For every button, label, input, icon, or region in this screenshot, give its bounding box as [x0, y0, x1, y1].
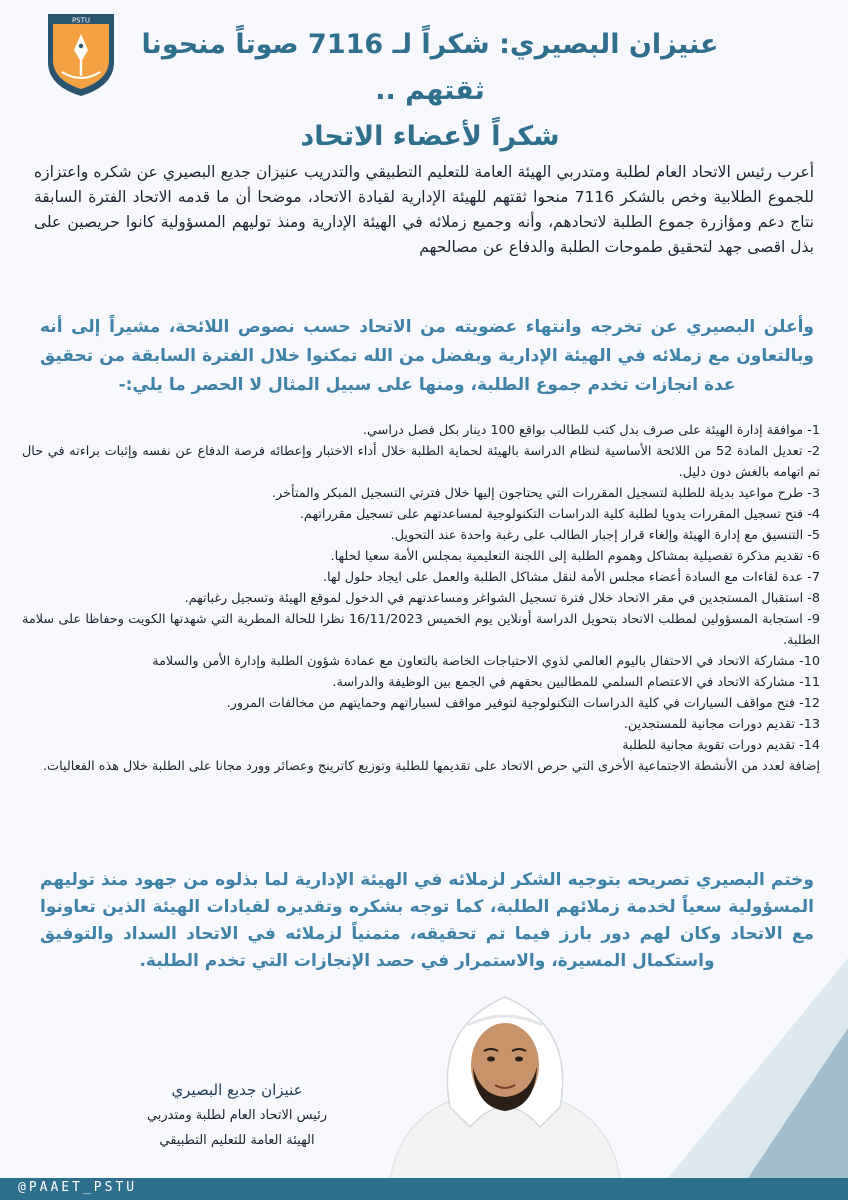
union-logo-icon	[44, 10, 118, 98]
list-item: 11- مشاركة الاتحاد في الاعتصام السلمي للمطالبين بحقهم في الجمع بين الوظيفة والدراسة.	[332, 675, 820, 690]
list-item: 10- مشاركة الاتحاد في الاحتفال باليوم العالمي لذوي الاحتياجات الخاصة بالتعاون مع عمادة شؤون الطلبة وإدارة الأمن والسلامة	[152, 654, 820, 669]
list-item: 14- تقديم دورات تقوية مجانية للطلبة	[622, 738, 820, 753]
portrait-photo	[380, 967, 630, 1180]
headline	[130, 22, 730, 160]
signature-title-line-2: الهيئة العامة للتعليم التطبيقي	[159, 1133, 315, 1148]
list-item: 13- تقديم دورات مجانية للمستجدين.	[623, 717, 820, 732]
list-item: 12- فتح مواقف السيارات في كلية الدراسات التكنولوجية لتوفير مواقف لسياراتهم وحمايتهم من مخالفات المرور.	[226, 696, 820, 711]
list-item: 1- موافقة إدارة الهيئة على صرف بدل كتب للطالب بواقع 100 دينار بكل فصل دراسي.	[362, 423, 820, 438]
headline-line-2: شكراً لأعضاء الاتحاد	[300, 121, 560, 152]
signature-title-line-1: رئيس الاتحاد العام لطلبة ومتدربي	[146, 1108, 328, 1123]
signature-block	[122, 1078, 352, 1153]
footer-bar	[0, 1178, 848, 1200]
list-item: 6- تقديم مذكرة تفصيلية بمشاكل وهموم الطلبة إلى اللجنة التعليمية بمجلس الأمة سعيا لحلها.	[330, 549, 820, 564]
list-item: 4- فتح تسجيل المقررات يدويا لطلبة كلية الدراسات التكنولوجية لمساعدتهم على تسجيل مقرراتهم.	[299, 507, 820, 522]
list-item-extra: إضافة لعدد من الأنشطة الاجتماعية الأخرى التي حرص الاتحاد على تقديمها للطلبة وتوزيع كاترينج وعصائر وورد مجانا على الطلبة خلال هذه الفعاليات.	[42, 759, 820, 774]
headline-line-1: عنيزان البصيري: شكراً لـ 7116 صوتاً منحونا ثقتهم ..	[141, 29, 719, 106]
list-item: 7- عدة لقاءات مع السادة أعضاء مجلس الأمة لنقل مشاكل الطلبة والعمل على ايجاد حلول لها.	[322, 570, 820, 585]
list-item: 2- تعديل المادة 52 من اللائحة الأساسية لنظام الدراسة بالهيئة لحماية الطلبة خلال أداء الاختبار وإعطائه فرصة الدفاع عن نفسه وإثبات براءته في حال تم اتهامه بالغش دون دليل.	[22, 444, 820, 480]
achievements-list	[22, 420, 820, 777]
social-handle[interactable]: @PAAET_PSTU	[18, 1180, 138, 1195]
intro-paragraph: أعرب رئيس الاتحاد العام لطلبة ومتدربي الهيئة العامة للتعليم التطبيقي والتدريب عنيزان جديع البصيري عن شكره واعتزازه للجموع الطلابية وخص بالشكر 7116 منحوا ثقتهم للهيئة الإدارية لقيادة الاتحاد، موضحا أن ما قدمه الاتحاد الفترة السابقة نتاج دعم ومؤازرة جموع الطلبة لاتحادهم، وأنه وجميع زملائه في الهيئة الإدارية ومنذ توليهم المسؤولية كانوا حريصين على بذل اقصى جهد لتحقيق طموحات الطلبة والدفاع عن مصالحهم	[34, 163, 814, 256]
list-item: 8- استقبال المستجدين في مقر الاتحاد خلال فترة تسجيل الشواغر ومساعدتهم في الدخول لموقع الهيئة وتسجيل رغباتهم.	[184, 591, 820, 606]
closing-paragraph: وختم البصيري تصريحه بتوجيه الشكر لزملائه في الهيئة الإدارية لما بذلوه من جهود منذ توليهم المسؤولية سعياً لخدمة زملائهم الطلبة، كما توجه بشكره وتقديره لقيادات الهيئة الذين تعاونوا مع الاتحاد وكان لهم دور بارز فيما تم تحقيقه، متمنياً لزملائه في الاتحاد السداد والتوفيق واستكمال المسيرة، والاستمرار في حصد الإنجازات التي تخدم الطلبة.	[40, 870, 814, 971]
signature-name: عنيزان جديع البصيري	[171, 1081, 303, 1099]
list-item: 5- التنسيق مع إدارة الهيئة وإلغاء قرار إجبار الطالب على رغبة واحدة عند التحويل.	[390, 528, 820, 543]
announcement-paragraph: وأعلن البصيري عن تخرجه وانتهاء عضويته من الاتحاد حسب نصوص اللائحة، مشيراً إلى أنه وبالتعاون مع زملائه في الهيئة الإدارية وبفضل من الله تمكنوا خلال الفترة السابقة من تحقيق عدة انجازات تخدم جموع الطلبة، ومنها على سبيل المثال لا الحصر ما يلي:-	[40, 317, 814, 395]
list-item: 3- طرح مواعيد بديلة للطلبة لتسجيل المقررات التي يحتاجون إليها خلال فترتي التسجيل المبكر والمتأخر.	[271, 486, 820, 501]
list-item: 9- استجابة المسؤولين لمطلب الاتحاد بتحويل الدراسة أونلاين يوم الخميس 16/11/2023 نظرا للحالة المطرية التي شهدتها الكويت وحفاظا على سلامة الطلبة.	[22, 612, 820, 648]
logo-text: PSTU	[71, 16, 91, 25]
